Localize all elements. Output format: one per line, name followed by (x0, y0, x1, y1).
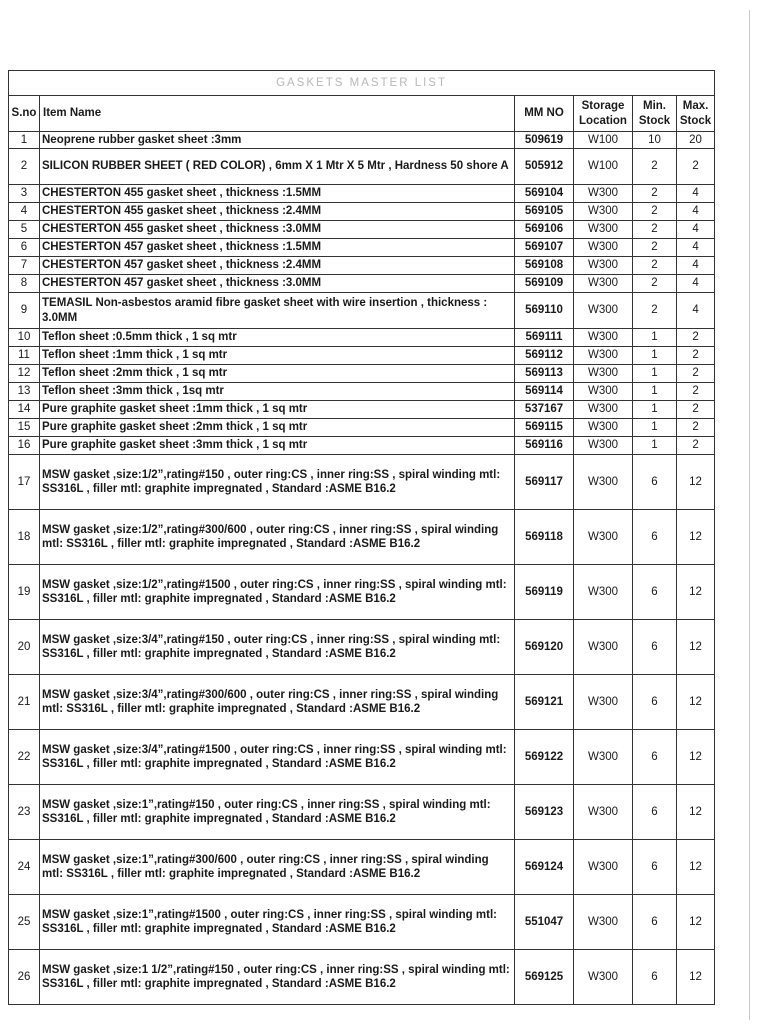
row-sno: 25 (9, 895, 40, 950)
row-sno: 7 (9, 257, 40, 275)
row-storage-location: W300 (574, 455, 633, 510)
row-item-name: CHESTERTON 455 gasket sheet , thickness :3.0MM (40, 221, 515, 239)
row-min-stock: 1 (633, 347, 677, 365)
row-storage-location: W300 (574, 950, 633, 1005)
row-sno: 16 (9, 437, 40, 455)
row-max-stock: 4 (677, 275, 715, 293)
row-sno: 26 (9, 950, 40, 1005)
row-max-stock: 12 (677, 455, 715, 510)
row-min-stock: 2 (633, 149, 677, 185)
row-item-name: MSW gasket ,size:1/2”,rating#300/600 , outer ring:CS , inner ring:SS , spiral winding mtl: SS316L , filler mtl: graphite impregnated , Standard :ASME B16.2 (40, 510, 515, 565)
row-storage-location: W100 (574, 132, 633, 149)
table-row (9, 132, 715, 149)
header-row (9, 96, 715, 132)
row-storage-location: W300 (574, 510, 633, 565)
row-min-stock: 1 (633, 419, 677, 437)
row-storage-location: W300 (574, 730, 633, 785)
row-item-name: CHESTERTON 455 gasket sheet , thickness :1.5MM (40, 185, 515, 203)
row-sno: 13 (9, 383, 40, 401)
row-storage-location: W300 (574, 257, 633, 275)
table-row (9, 455, 715, 510)
row-mm-no: 505912 (515, 149, 574, 185)
row-item-name: MSW gasket ,size:1”,rating#300/600 , outer ring:CS , inner ring:SS , spiral winding mtl: SS316L , filler mtl: graphite impregnated , Standard :ASME B16.2 (40, 840, 515, 895)
row-storage-location: W300 (574, 347, 633, 365)
row-storage-location: W100 (574, 149, 633, 185)
row-max-stock: 12 (677, 675, 715, 730)
row-min-stock: 6 (633, 730, 677, 785)
row-item-name: MSW gasket ,size:3/4”,rating#300/600 , outer ring:CS , inner ring:SS , spiral winding mtl: SS316L , filler mtl: graphite impregnated , Standard :ASME B16.2 (40, 675, 515, 730)
header-mm-no: MM NO (515, 96, 574, 132)
row-item-name: Teflon sheet :0.5mm thick , 1 sq mtr (40, 329, 515, 347)
row-max-stock: 4 (677, 239, 715, 257)
row-sno: 5 (9, 221, 40, 239)
row-sno: 23 (9, 785, 40, 840)
row-sno: 10 (9, 329, 40, 347)
row-item-name: Teflon sheet :2mm thick , 1 sq mtr (40, 365, 515, 383)
table-row (9, 675, 715, 730)
table-row (9, 437, 715, 455)
row-min-stock: 2 (633, 185, 677, 203)
row-item-name: TEMASIL Non-asbestos aramid fibre gasket sheet with wire insertion , thickness : 3.0MM (40, 293, 515, 329)
table-row (9, 221, 715, 239)
table-row (9, 840, 715, 895)
row-min-stock: 1 (633, 401, 677, 419)
row-min-stock: 6 (633, 785, 677, 840)
row-item-name: MSW gasket ,size:1/2”,rating#1500 , outer ring:CS , inner ring:SS , spiral winding mtl: SS316L , filler mtl: graphite impregnated , Standard :ASME B16.2 (40, 565, 515, 620)
row-item-name: SILICON RUBBER SHEET ( RED COLOR) , 6mm X 1 Mtr X 5 Mtr , Hardness 50 shore A (40, 149, 515, 185)
header-max-line1: Max. (682, 100, 709, 113)
table-row (9, 329, 715, 347)
row-max-stock: 2 (677, 149, 715, 185)
header-min-stock (633, 96, 677, 132)
row-max-stock: 2 (677, 365, 715, 383)
row-sno: 20 (9, 620, 40, 675)
row-min-stock: 6 (633, 455, 677, 510)
header-storage-line1: Storage (581, 100, 625, 113)
row-mm-no: 569104 (515, 185, 574, 203)
row-storage-location: W300 (574, 840, 633, 895)
row-mm-no: 569110 (515, 293, 574, 329)
row-item-name: CHESTERTON 457 gasket sheet , thickness :3.0MM (40, 275, 515, 293)
row-min-stock: 2 (633, 203, 677, 221)
row-mm-no: 569122 (515, 730, 574, 785)
row-max-stock: 2 (677, 329, 715, 347)
row-sno: 3 (9, 185, 40, 203)
table-row (9, 730, 715, 785)
table-row (9, 895, 715, 950)
row-mm-no: 569117 (515, 455, 574, 510)
row-storage-location: W300 (574, 401, 633, 419)
row-min-stock: 6 (633, 620, 677, 675)
table-row (9, 620, 715, 675)
sheet-title: GASKETS MASTER LIST (9, 71, 715, 96)
row-min-stock: 2 (633, 221, 677, 239)
row-max-stock: 12 (677, 895, 715, 950)
row-storage-location: W300 (574, 329, 633, 347)
row-storage-location: W300 (574, 293, 633, 329)
row-min-stock: 6 (633, 895, 677, 950)
row-sno: 1 (9, 132, 40, 149)
table-row (9, 365, 715, 383)
row-max-stock: 12 (677, 950, 715, 1005)
row-sno: 12 (9, 365, 40, 383)
row-mm-no: 569107 (515, 239, 574, 257)
header-sno: S.no (9, 96, 40, 132)
row-mm-no: 569123 (515, 785, 574, 840)
row-min-stock: 6 (633, 565, 677, 620)
row-storage-location: W300 (574, 203, 633, 221)
row-storage-location: W300 (574, 565, 633, 620)
table-row (9, 293, 715, 329)
table-row (9, 510, 715, 565)
row-storage-location: W300 (574, 365, 633, 383)
table-row (9, 347, 715, 365)
row-max-stock: 12 (677, 565, 715, 620)
row-item-name: MSW gasket ,size:3/4”,rating#1500 , outer ring:CS , inner ring:SS , spiral winding mtl: SS316L , filler mtl: graphite impregnated , Standard :ASME B16.2 (40, 730, 515, 785)
row-item-name: MSW gasket ,size:1”,rating#1500 , outer ring:CS , inner ring:SS , spiral winding mtl: SS316L , filler mtl: graphite impregnated , Standard :ASME B16.2 (40, 895, 515, 950)
row-sno: 19 (9, 565, 40, 620)
header-min-line1: Min. (643, 100, 666, 113)
table-row (9, 239, 715, 257)
row-max-stock: 2 (677, 401, 715, 419)
row-item-name: MSW gasket ,size:1”,rating#150 , outer ring:CS , inner ring:SS , spiral winding mtl: SS316L , filler mtl: graphite impregnated , Standard :ASME B16.2 (40, 785, 515, 840)
header-max-line2: Stock (679, 114, 712, 127)
row-mm-no: 569119 (515, 565, 574, 620)
row-max-stock: 4 (677, 221, 715, 239)
row-sno: 2 (9, 149, 40, 185)
row-storage-location: W300 (574, 895, 633, 950)
row-mm-no: 569121 (515, 675, 574, 730)
master-list-sheet (8, 70, 714, 1005)
row-storage-location: W300 (574, 437, 633, 455)
row-mm-no: 569114 (515, 383, 574, 401)
row-storage-location: W300 (574, 620, 633, 675)
row-mm-no: 569106 (515, 221, 574, 239)
row-sno: 6 (9, 239, 40, 257)
row-mm-no: 551047 (515, 895, 574, 950)
row-mm-no: 569109 (515, 275, 574, 293)
row-item-name: Teflon sheet :3mm thick , 1sq mtr (40, 383, 515, 401)
row-item-name: MSW gasket ,size:3/4”,rating#150 , outer ring:CS , inner ring:SS , spiral winding mtl: SS316L , filler mtl: graphite impregnated , Standard :ASME B16.2 (40, 620, 515, 675)
row-min-stock: 2 (633, 257, 677, 275)
row-max-stock: 12 (677, 840, 715, 895)
row-max-stock: 2 (677, 437, 715, 455)
gaskets-master-table (8, 70, 715, 1005)
row-mm-no: 509619 (515, 132, 574, 149)
row-item-name: Neoprene rubber gasket sheet :3mm (40, 132, 515, 149)
scan-edge-line (749, 10, 750, 1020)
row-item-name: CHESTERTON 457 gasket sheet , thickness :1.5MM (40, 239, 515, 257)
table-body (9, 132, 715, 1005)
table-row (9, 785, 715, 840)
row-mm-no: 569105 (515, 203, 574, 221)
row-mm-no: 569115 (515, 419, 574, 437)
row-min-stock: 6 (633, 840, 677, 895)
table-row (9, 419, 715, 437)
table-row (9, 565, 715, 620)
row-item-name: Pure graphite gasket sheet :1mm thick , 1 sq mtr (40, 401, 515, 419)
row-min-stock: 2 (633, 293, 677, 329)
row-min-stock: 6 (633, 510, 677, 565)
header-min-line2: Stock (638, 114, 671, 127)
row-sno: 11 (9, 347, 40, 365)
row-sno: 21 (9, 675, 40, 730)
row-storage-location: W300 (574, 239, 633, 257)
row-max-stock: 4 (677, 293, 715, 329)
row-max-stock: 4 (677, 203, 715, 221)
row-sno: 17 (9, 455, 40, 510)
row-mm-no: 569116 (515, 437, 574, 455)
row-mm-no: 569124 (515, 840, 574, 895)
row-min-stock: 2 (633, 239, 677, 257)
row-storage-location: W300 (574, 221, 633, 239)
row-sno: 14 (9, 401, 40, 419)
table-row (9, 275, 715, 293)
row-min-stock: 1 (633, 329, 677, 347)
table-row (9, 257, 715, 275)
row-storage-location: W300 (574, 785, 633, 840)
row-min-stock: 2 (633, 275, 677, 293)
header-storage-line2: Location (579, 114, 627, 127)
row-storage-location: W300 (574, 419, 633, 437)
row-min-stock: 1 (633, 365, 677, 383)
row-max-stock: 4 (677, 185, 715, 203)
row-sno: 18 (9, 510, 40, 565)
row-max-stock: 2 (677, 419, 715, 437)
row-storage-location: W300 (574, 383, 633, 401)
table-row (9, 149, 715, 185)
row-item-name: Pure graphite gasket sheet :3mm thick , 1 sq mtr (40, 437, 515, 455)
row-max-stock: 2 (677, 347, 715, 365)
row-mm-no: 569113 (515, 365, 574, 383)
row-sno: 9 (9, 293, 40, 329)
table-row (9, 185, 715, 203)
header-item-name: Item Name (40, 96, 515, 132)
row-max-stock: 12 (677, 785, 715, 840)
row-mm-no: 569111 (515, 329, 574, 347)
row-item-name: MSW gasket ,size:1/2”,rating#150 , outer ring:CS , inner ring:SS , spiral winding mtl: SS316L , filler mtl: graphite impregnated , Standard :ASME B16.2 (40, 455, 515, 510)
header-max-stock (677, 96, 715, 132)
row-max-stock: 12 (677, 620, 715, 675)
row-min-stock: 10 (633, 132, 677, 149)
title-row (9, 71, 715, 96)
row-sno: 4 (9, 203, 40, 221)
row-mm-no: 569108 (515, 257, 574, 275)
row-storage-location: W300 (574, 275, 633, 293)
row-min-stock: 6 (633, 950, 677, 1005)
row-sno: 15 (9, 419, 40, 437)
row-mm-no: 569112 (515, 347, 574, 365)
header-storage-location (574, 96, 633, 132)
row-sno: 24 (9, 840, 40, 895)
row-max-stock: 4 (677, 257, 715, 275)
table-row (9, 950, 715, 1005)
row-storage-location: W300 (574, 185, 633, 203)
row-mm-no: 569118 (515, 510, 574, 565)
row-item-name: Teflon sheet :1mm thick , 1 sq mtr (40, 347, 515, 365)
row-max-stock: 2 (677, 383, 715, 401)
table-row (9, 401, 715, 419)
row-sno: 22 (9, 730, 40, 785)
table-row (9, 203, 715, 221)
row-min-stock: 1 (633, 383, 677, 401)
row-item-name: CHESTERTON 457 gasket sheet , thickness :2.4MM (40, 257, 515, 275)
row-sno: 8 (9, 275, 40, 293)
row-mm-no: 569120 (515, 620, 574, 675)
row-item-name: MSW gasket ,size:1 1/2”,rating#150 , outer ring:CS , inner ring:SS , spiral winding mtl: SS316L , filler mtl: graphite impregnated , Standard :ASME B16.2 (40, 950, 515, 1005)
row-max-stock: 20 (677, 132, 715, 149)
table-row (9, 383, 715, 401)
row-min-stock: 1 (633, 437, 677, 455)
row-item-name: CHESTERTON 455 gasket sheet , thickness :2.4MM (40, 203, 515, 221)
row-mm-no: 569125 (515, 950, 574, 1005)
row-item-name: Pure graphite gasket sheet :2mm thick , 1 sq mtr (40, 419, 515, 437)
row-storage-location: W300 (574, 675, 633, 730)
row-min-stock: 6 (633, 675, 677, 730)
row-mm-no: 537167 (515, 401, 574, 419)
row-max-stock: 12 (677, 510, 715, 565)
row-max-stock: 12 (677, 730, 715, 785)
